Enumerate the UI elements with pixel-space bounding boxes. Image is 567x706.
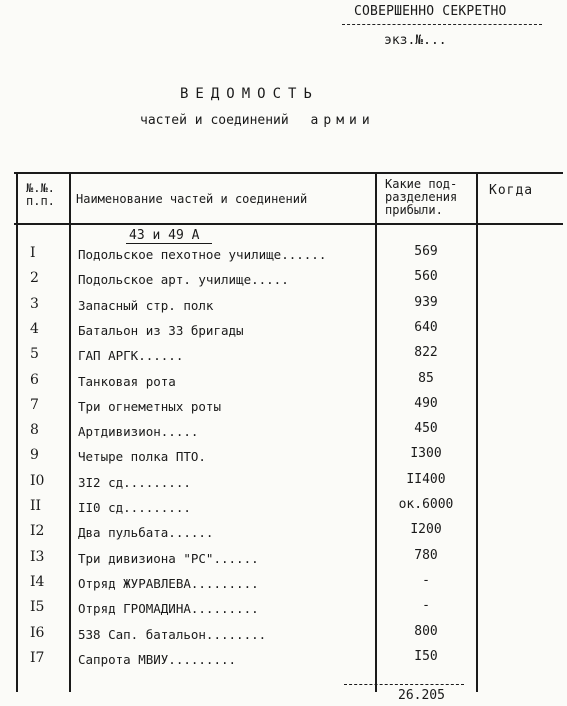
header-name: Наименование частей и соединений (76, 192, 308, 206)
header-when: Когда (489, 183, 534, 198)
column-divider-num (69, 172, 71, 692)
row-number: I4 (30, 574, 45, 590)
row-value: 560 (414, 269, 438, 284)
row-name: Четыре полка ПТО. (78, 449, 206, 464)
row-number: I7 (30, 650, 45, 666)
row-name: II0 сд......... (78, 500, 191, 515)
row-value: 569 (414, 244, 438, 259)
secrecy-stamp: СОВЕРШЕННО СЕКРЕТНО (354, 4, 507, 19)
row-number: 2 (30, 270, 39, 286)
row-number: I3 (30, 549, 45, 565)
row-number: 3 (30, 296, 39, 312)
group-label: 43 и 49 А (129, 228, 200, 243)
row-value: 939 (414, 295, 438, 310)
row-value: 450 (414, 421, 438, 436)
table-left-border (16, 172, 18, 692)
row-name: 538 Сап. батальон........ (78, 627, 267, 642)
row-number: I6 (30, 625, 45, 641)
group-underline (126, 243, 212, 244)
document-title: ВЕДОМОСТЬ (180, 86, 319, 102)
row-number: 8 (30, 422, 39, 438)
stamp-underline (342, 24, 542, 25)
row-name: Отряд ГРОМАДИНА......... (78, 601, 259, 616)
row-name: Отряд ЖУРАВЛЕВА......... (78, 576, 259, 591)
row-name: ГАП АРГК...... (78, 348, 184, 363)
row-value: 85 (418, 371, 434, 386)
row-number: 4 (30, 321, 39, 337)
row-number: 7 (30, 397, 39, 413)
subtitle-prefix: частей и соединений (140, 113, 289, 128)
row-name: Три дивизиона "РС"...... (78, 551, 259, 566)
row-name: Танковая рота (78, 374, 176, 389)
row-value: 640 (414, 320, 438, 335)
row-name: 3I2 сд......... (78, 475, 191, 490)
header-units: Какие под- разделения прибыли. (385, 177, 458, 217)
row-name: Запасный стр. полк (78, 298, 214, 313)
row-number: I0 (30, 473, 45, 489)
row-name: Три огнеметных роты (78, 399, 221, 414)
row-name: Подольское пехотное училище...... (78, 247, 327, 262)
row-value: - (422, 598, 430, 613)
total-value: 26.205 (398, 688, 445, 703)
row-value: I200 (410, 522, 442, 537)
table-header-border (14, 223, 563, 225)
row-value: 780 (414, 548, 438, 563)
row-number: II (30, 498, 42, 514)
row-value: 822 (414, 345, 438, 360)
row-value: 800 (414, 624, 438, 639)
row-name: Батальон из 33 бригады (78, 323, 244, 338)
row-value: I50 (414, 649, 438, 664)
subtitle-army: армии (310, 113, 375, 128)
row-value: I300 (410, 446, 442, 461)
copy-number: экз.№... (384, 33, 447, 48)
row-number: 9 (30, 447, 39, 463)
row-name: Два пульбата...... (78, 525, 214, 540)
row-number: 5 (30, 346, 39, 362)
row-value: 490 (414, 396, 438, 411)
document-subtitle (140, 113, 375, 128)
row-value: II400 (406, 472, 446, 487)
row-number: 6 (30, 372, 39, 388)
row-name: Артдивизион..... (78, 424, 199, 439)
row-value: - (422, 573, 430, 588)
row-value: ок.6000 (398, 497, 454, 512)
row-name: Подольское арт. училище..... (78, 272, 289, 287)
table-top-border (14, 172, 563, 174)
row-number: I2 (30, 523, 45, 539)
header-num: №.№. п.п. (26, 181, 55, 208)
column-divider-units (476, 172, 478, 692)
row-number: I5 (30, 599, 45, 615)
row-number: I (30, 245, 36, 261)
row-name: Сапрота МВИУ......... (78, 652, 237, 667)
total-separator (344, 684, 464, 685)
